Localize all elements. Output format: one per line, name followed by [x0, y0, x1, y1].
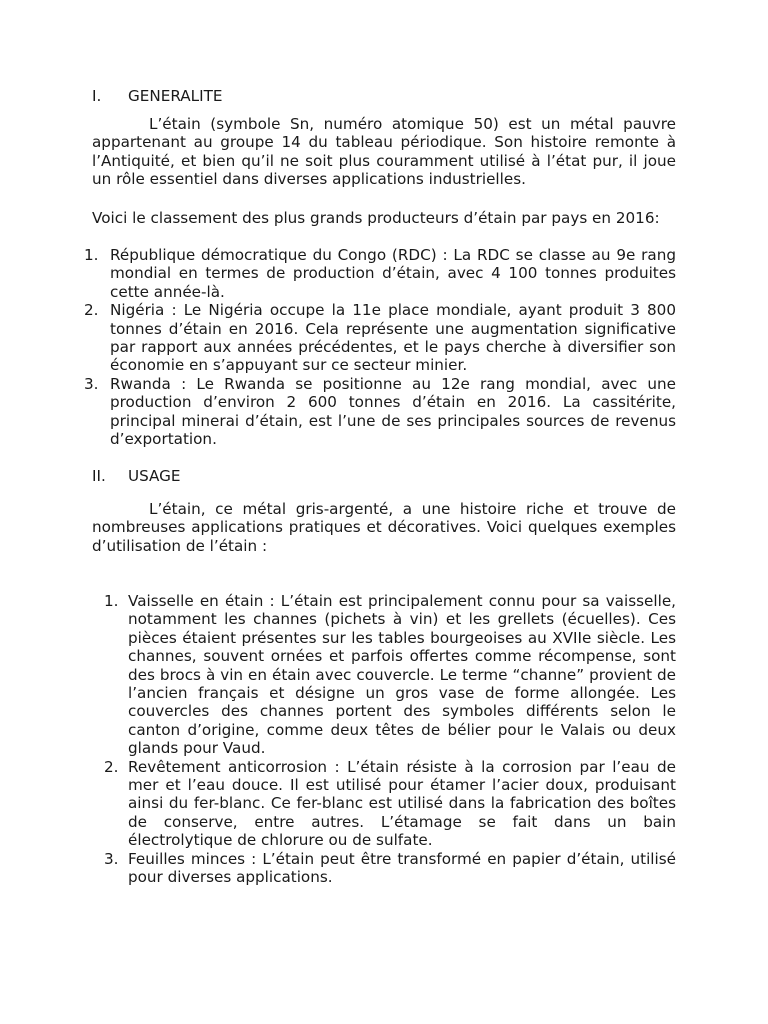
list-item-text: Vaisselle en étain : L’étain est principalement connu pour sa vaisselle, notamment les channes (pichets à vin) et les grellets (écuelles). Ces pièces étaient présentes sur les tables bourgeoises au XVIIe siècle. Les channes, souvent ornées et parfois offertes comme récompense, sont des brocs à vin en étain avec couvercle. Le terme “channe” provient de l’ancien français et désigne un gros vase de forme allongée. Les couvercles des channes portent des symboles différents selon le canton d’origine, comme deux têtes de bélier pour le Valais ou deux glands pour Vaud.	[128, 592, 676, 758]
section-title: USAGE	[128, 466, 181, 485]
list-item	[84, 301, 676, 375]
list-item	[84, 374, 676, 449]
section-heading-usage	[92, 466, 181, 486]
list-item	[84, 246, 676, 301]
list-item	[104, 757, 676, 850]
list-item-text: Revêtement anticorrosion : L’étain résiste à la corrosion par l’eau de mer et l’eau douce. Il est utilisé pour étamer l’acier doux, produisant ainsi du fer-blanc. Ce fer-blanc est utilisé dans la fabrication des boîtes de conserve, entre autres. L’étamage se fait dans un bain électrolytique de chlorure ou de sulfate.	[128, 757, 676, 850]
list-marker: 2.	[104, 757, 119, 776]
list-marker: 2.	[84, 301, 99, 320]
list-marker: 1.	[104, 592, 119, 610]
section-number: I.	[92, 86, 102, 105]
producers-lead-sentence: Voici le classement des plus grands producteurs d’étain par pays en 2016:	[92, 209, 660, 227]
list-marker: 3.	[104, 849, 119, 868]
list-item-text: Nigéria : Le Nigéria occupe la 11e place mondiale, ayant produit 3 800 tonnes d’étain en 2016. Cela représente une augmentation significative par rapport aux années précédentes, et le pays cherche à diversifier son économie en s’appuyant sur ce secteur minier.	[110, 301, 676, 375]
list-marker: 1.	[84, 246, 99, 264]
section-title: GENERALITE	[128, 86, 223, 105]
usage-list	[104, 592, 676, 887]
section-heading-generalite	[92, 86, 222, 106]
list-item-text: Feuilles minces : L’étain peut être transformé en papier d’étain, utilisé pour diverses applications.	[128, 849, 676, 887]
list-item-text: République démocratique du Congo (RDC) : La RDC se classe au 9e rang mondial en termes de production d’étain, avec 4 100 tonnes produites cette année-là.	[110, 246, 676, 301]
list-marker: 3.	[84, 374, 99, 393]
intro-paragraph: L’étain (symbole Sn, numéro atomique 50) est un métal pauvre appartenant au groupe 14 du tableau périodique. Son histoire remonte à l’Antiquité, et bien qu’il ne soit plus couramment utilisé à l’état pur, il joue un rôle essentiel dans diverses applications industrielles.	[92, 115, 676, 189]
list-item-text: Rwanda : Le Rwanda se positionne au 12e rang mondial, avec une production d’environ 2 600 tonnes d’étain en 2016. La cassitérite, principal minerai d’étain, est l’une de ses principales sources de revenus d’exportation.	[110, 374, 676, 449]
usage-intro-paragraph: L’étain, ce métal gris-argenté, a une histoire riche et trouve de nombreuses applications pratiques et décoratives. Voici quelques exemples d’utilisation de l’étain :	[92, 500, 676, 555]
section-number: II.	[92, 466, 106, 485]
producers-list	[84, 246, 676, 449]
list-item	[104, 849, 676, 887]
list-item	[104, 592, 676, 758]
